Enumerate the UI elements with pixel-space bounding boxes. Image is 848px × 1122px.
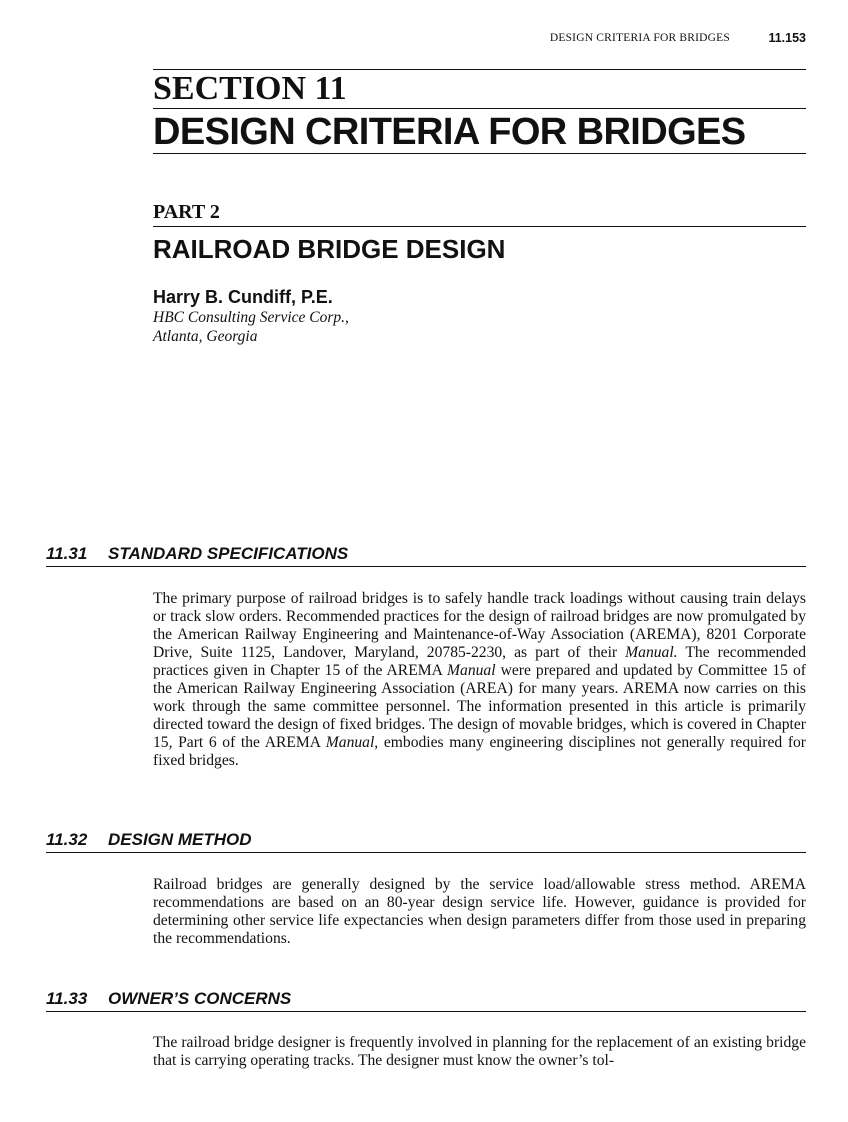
section-number: 11.31 xyxy=(46,544,88,563)
author-org: HBC Consulting Service Corp., xyxy=(153,309,349,326)
section-heading-11-32 xyxy=(46,830,252,850)
rule-part xyxy=(153,226,806,227)
part-title: RAILROAD BRIDGE DESIGN xyxy=(153,234,506,264)
rule-heading-11-33 xyxy=(46,1011,806,1012)
section-label: SECTION 11 xyxy=(153,70,347,107)
rule-section-bottom xyxy=(153,153,806,154)
section-title: DESIGN CRITERIA FOR BRIDGES xyxy=(153,111,746,153)
section-heading-title: DESIGN METHOD xyxy=(108,830,252,849)
section-heading-11-33 xyxy=(46,989,291,1009)
part-label: PART 2 xyxy=(153,201,220,223)
section-heading-11-31 xyxy=(46,544,348,564)
manual-emphasis: Manual, xyxy=(325,734,379,751)
rule-heading-11-31 xyxy=(46,566,806,567)
manual-emphasis: Manual. xyxy=(625,644,678,661)
section-heading-title: OWNER’S CONCERNS xyxy=(108,989,292,1008)
manual-emphasis: Manual xyxy=(447,662,496,679)
section-number: 11.33 xyxy=(46,989,88,1008)
rule-heading-11-32 xyxy=(46,852,806,853)
rule-section-mid xyxy=(153,108,806,109)
author-affiliation xyxy=(153,308,349,346)
paragraph-design-method: Railroad bridges are generally designed by the service load/allowable stress method. AREMA recommendations are based on an 80-year design service life. However, guidance is provided for determining other service life expectancies when design parameters differ from those used in preparing the recommendations. xyxy=(153,876,806,947)
author-name: Harry B. Cundiff, P.E. xyxy=(153,287,333,307)
running-head-title: DESIGN CRITERIA FOR BRIDGES xyxy=(549,32,730,44)
paragraph-standard-specifications: The primary purpose of railroad bridges is to safely handle track loadings without causing train delays or track slow orders. Recommended practices for the design of railroad bridges are now promulgated by the American Railway Engineering and Maintenance-of-Way Association (AREMA), 8201 Corporate Drive, Suite 1125, Landover, Maryland, 20785-2230, as part of their Manual. The recommended practices given in Chapter 15 of the AREMA Manual were prepared and updated by Committee 15 of the American Railway Engineering Association (AREA) for many years. AREMA now carries on this work through the same committee personnel. The information presented in this article is primarily directed toward the design of fixed bridges. The design of movable bridges, which is covered in Chapter 15, Part 6 of the AREMA Manual, embodies many engineering disciplines not generally required for fixed bridges. xyxy=(153,590,806,769)
section-heading-title: STANDARD SPECIFICATIONS xyxy=(108,544,349,563)
page-number: 11.153 xyxy=(768,31,806,45)
paragraph-owners-concerns: The railroad bridge designer is frequently involved in planning for the replacement of an existing bridge that is carrying operating tracks. The designer must know the owner’s tol- xyxy=(153,1034,806,1069)
section-number: 11.32 xyxy=(46,830,88,849)
author-location: Atlanta, Georgia xyxy=(153,328,258,345)
running-head xyxy=(420,30,806,50)
